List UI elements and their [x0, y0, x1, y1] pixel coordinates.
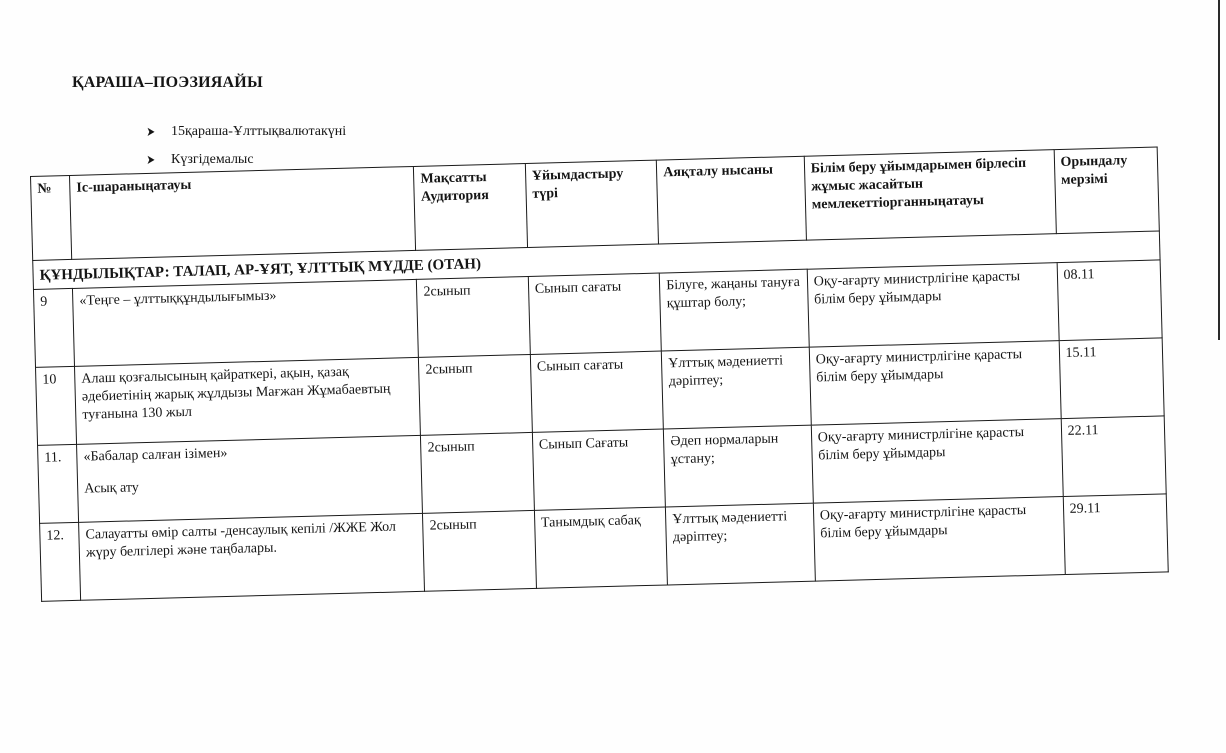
event-name-text: «Бабалар салған ізімен» — [83, 445, 228, 465]
cell-audience: 2сынып — [421, 432, 534, 513]
cell-audience: 2сынып — [417, 276, 530, 357]
header-number: № — [31, 175, 72, 260]
cell-due-date: 29.11 — [1063, 493, 1168, 574]
cell-organization-type: Сынып сағаты — [530, 351, 663, 432]
cell-audience: 2сынып — [419, 354, 532, 435]
cell-number: 9 — [33, 288, 74, 367]
cell-partner-organization: Оқу-ағарту министрлігіне қарасты білім беру ұйымдары — [807, 262, 1059, 347]
cell-number: 10 — [35, 366, 76, 445]
cell-number: 11. — [38, 444, 79, 523]
cell-partner-organization: Оқу-ағарту министрлігіне қарасты білім беру ұйымдары — [809, 340, 1061, 425]
section-title: ҚҰНДЫЛЫҚТАР: ТАЛАП, АР-ҰЯТ, ҰЛТТЫҚ МҮДДЕ (ОТАН) — [33, 231, 1160, 289]
bullet-text: Күзгідемалыс — [171, 152, 254, 167]
header-partner-organization: Білім беру ұйымдарымен бірлесіп жұмыс жасайтын мемлекеттіорганныңатауы — [804, 150, 1056, 241]
bullet-item — [145, 118, 346, 146]
cell-partner-organization: Оқу-ағарту министрлігіне қарасты білім беру ұйымдары — [811, 418, 1063, 503]
event-name-text: «Теңге – ұлттыққұндылығымыз» — [79, 288, 277, 309]
cell-completion-form: Білуге, жаңаны тануға құштар болу; — [659, 269, 809, 351]
cell-due-date: 22.11 — [1061, 415, 1166, 496]
header-completion-form: Аяқталу нысаны — [656, 156, 806, 244]
event-name-text: Салауатты өмір салты -денсаулық кепілі /ЖЖЕ Жол жүру белгілері және таңбалары. — [85, 519, 397, 561]
header-event-name: Іс-шараныңатауы — [70, 166, 416, 259]
header-audience: Мақсатты Аудитория — [414, 164, 528, 251]
cell-organization-type: Сынып сағаты — [528, 273, 661, 354]
cell-organization-type: Сынып Сағаты — [532, 429, 665, 510]
cell-audience: 2сынып — [423, 510, 536, 591]
header-organization-type: Ұйымдастыру түрі — [525, 160, 659, 247]
cell-organization-type: Танымдық сабақ — [534, 506, 667, 587]
plan-table — [30, 146, 1169, 601]
cell-event-name — [79, 513, 425, 600]
page-edge-line — [1218, 0, 1220, 340]
cell-partner-organization: Оқу-ағарту министрлігіне қарасты білім беру ұйымдары — [813, 496, 1065, 581]
arrow-bullet-icon: ➤ — [146, 124, 156, 139]
document-title: ҚАРАША–ПОЭЗИЯАЙЫ — [72, 74, 263, 91]
event-name-text: Алаш қозғалысының қайраткері, ақын, қазақ әдебиетінің жарық жұлдызы Мағжан Жұмабаевтың туғанына 130 жыл — [81, 364, 391, 423]
header-due-date: Орындалу мерзімі — [1054, 147, 1160, 234]
bullet-list — [145, 118, 346, 174]
cell-event-name — [75, 357, 421, 444]
cell-completion-form: Ұлттық мәдениетті дәріптеу; — [661, 347, 811, 429]
cell-event-name — [77, 435, 423, 522]
cell-completion-form: Әдеп нормаларын ұстану; — [664, 425, 814, 507]
bullet-text: 15қараша-Ұлттықвалютакүні — [171, 124, 347, 139]
event-sub-text: Асық ату — [84, 479, 139, 497]
cell-due-date: 15.11 — [1059, 337, 1164, 418]
cell-completion-form: Ұлттық мәдениетті дәріптеу; — [666, 503, 816, 585]
cell-due-date: 08.11 — [1057, 259, 1162, 340]
cell-event-name — [73, 279, 419, 366]
cell-number: 12. — [40, 522, 81, 601]
arrow-bullet-icon: ➤ — [146, 152, 156, 167]
plan-table-wrapper — [30, 146, 1169, 601]
